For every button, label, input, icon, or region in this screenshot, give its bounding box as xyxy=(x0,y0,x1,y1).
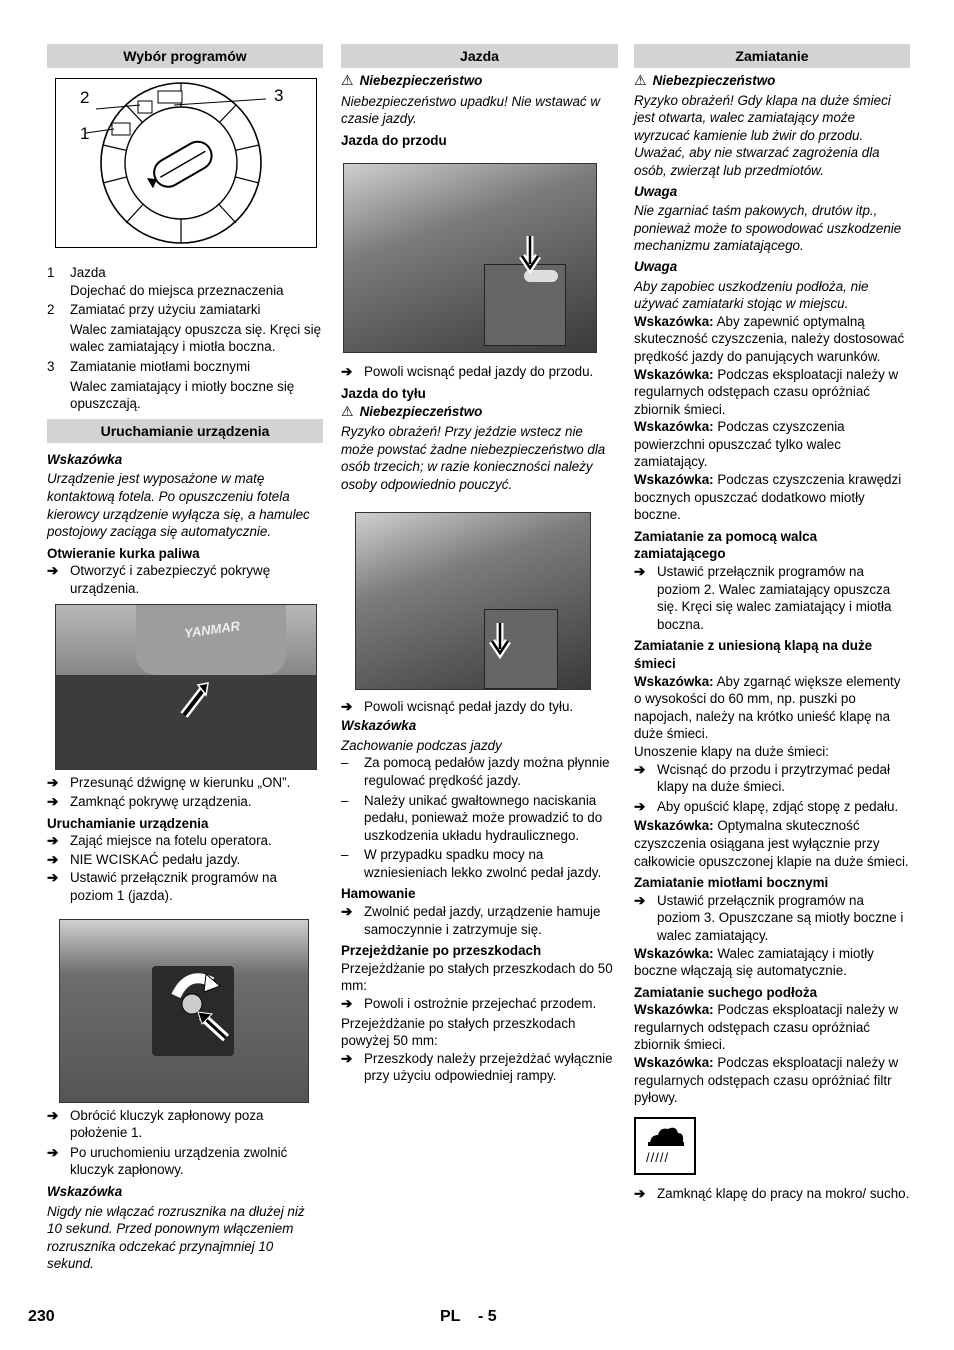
subheading-start: Uruchamianie urządzenia xyxy=(47,815,209,831)
note-label: Wskazówka xyxy=(341,718,417,734)
list-item: 1 Jazda xyxy=(47,265,106,280)
section-header-sweeping: Zamiatanie xyxy=(634,44,910,68)
list-item: 2 Zamiatać przy użyciu zamiatarki xyxy=(47,302,261,318)
danger-text: Ryzyko obrażeń! Przy jeździe wstecz nie może powstać żadne niebezpieczeństwo dla osób trzecich; w razie konieczności należy osoby odpowiednio pouczyć. xyxy=(341,424,606,492)
arrow-icon xyxy=(356,513,590,689)
subheading-fuel: Otwieranie kurka paliwa xyxy=(47,545,200,561)
wet-dry-flap-icon xyxy=(634,1117,696,1175)
note-text: Nigdy nie włączać rozrusznika na dłużej niż 10 sekund. Przed ponownym włączeniem rozrusznika odczekać przynajmniej 10 sekund. xyxy=(47,1203,305,1272)
arrow-icon: ➔ xyxy=(47,774,59,790)
danger-heading: ⚠ Niebezpieczeństwo xyxy=(341,402,483,419)
list-item: – W przypadku spadku mocy na wzniesieniach lekko zwolnć pedał jazdy. xyxy=(341,847,602,880)
step-item: ➔ Zwolnić pedał jazdy, urządzenie hamuje samoczynnie i zatrzymuje się. xyxy=(341,904,601,937)
obstacles-text: Przejeżdżanie po stałych przeszkodach do 50 mm: xyxy=(341,960,613,994)
arrow-icon: ➔ xyxy=(341,904,353,920)
reverse-pedal-photo xyxy=(355,512,591,690)
step-item: ➔ Zamknąć klapę do pracy na mokro/ sucho. xyxy=(634,1185,910,1201)
dial-label-2: 2 xyxy=(80,88,90,107)
yanmar-logo: YANMAR xyxy=(183,617,241,641)
hint-paragraph: Wskazówka: Podczas eksploatacji należy w regularnych odstępach czasu opróżniać zbiornik śmieci. xyxy=(634,366,899,417)
subheading-braking: Hamowanie xyxy=(341,886,416,902)
column-2 xyxy=(341,44,618,1085)
step-item: ➔ Powoli wcisnąć pedał jazdy do tyłu. xyxy=(341,698,574,714)
step-item: ➔ Ustawić przełącznik programów na poziom 1 (jazda). xyxy=(47,870,277,904)
danger-text: Ryzyko obrażeń! Gdy klapa na duże śmieci jest otwarta, walec zamiatający może wyrzucać kamienie lub żwir do przodu. Uważać, aby nie stwarzać zagrożenia dla osób, zwierząt lub przedmiotów. xyxy=(634,92,891,178)
step-item: ➔ Powoli wcisnąć pedał jazdy do przodu. xyxy=(341,364,594,380)
arrow-icon: ➔ xyxy=(634,761,646,777)
danger-heading: ⚠ Niebezpieczeństwo xyxy=(341,72,483,88)
arrow-icon: ➔ xyxy=(47,794,59,810)
subheading-forward: Jazda do przodu xyxy=(341,132,447,148)
warning-triangle-icon: ⚠ xyxy=(341,402,354,419)
obstacles-text: Przejeżdżanie po stałych przeszkodach powyżej 50 mm: xyxy=(341,1015,576,1049)
arrow-icon: ➔ xyxy=(47,851,59,867)
hint-paragraph: Wskazówka: Optymalna skuteczność czyszczenia osiągana jest wyłącznie przy całkowicie opuszczonej klapie na duże śmieci. xyxy=(634,818,909,869)
arrow-icon: ➔ xyxy=(47,563,59,579)
column-1 xyxy=(47,44,323,1273)
hint-paragraph: Wskazówka: Podczas czyszczenia powierzchni opuszczać tylko walec zamiatający. xyxy=(634,419,845,470)
hint-paragraph: Wskazówka: Aby zapewnić optymalną skuteczność czyszczenia, należy dostosować prędkość jazdy do panujących warunków. xyxy=(634,313,905,364)
arrow-icon: ➔ xyxy=(341,698,353,714)
step-item: ➔ Aby opuścić klapę, zdjąć stopę z pedału. xyxy=(634,798,899,814)
hint-paragraph: Wskazówka: Podczas eksploatacji należy w regularnych odstępach czasu opróżniać zbiornik śmieci. xyxy=(634,1002,899,1053)
caution-label: Uwaga xyxy=(634,183,678,199)
step-item: ➔ Przeszkody należy przejeżdżać wyłącznie przy użyciu odpowiedniej rampy. xyxy=(341,1050,613,1084)
dial-label-1: 1 xyxy=(80,124,90,143)
warning-triangle-icon: ⚠ xyxy=(341,72,354,88)
step-item: ➔ Po uruchomieniu urządzenia zwolnić kluczyk zapłonowy. xyxy=(47,1144,288,1178)
arrow-icon: ➔ xyxy=(47,1144,59,1160)
arrow-icon: ➔ xyxy=(341,364,353,380)
list-item-desc: Dojechać do miejsca przeznaczenia xyxy=(70,282,284,298)
step-item: ➔ Otworzyć i zabezpieczyć pokrywę urządzenia. xyxy=(47,563,271,596)
caution-text: Aby zapobiec uszkodzeniu podłoża, nie używać zamiatarki stojąc w miejscu. xyxy=(634,278,869,312)
list-item-desc: Walec zamiatający opuszcza się. Kręci się walec zamiatający i miotła boczna. xyxy=(70,321,322,355)
subheading-roller: Zamiatanie za pomocą walca zamiatającego xyxy=(634,528,818,562)
arrow-icon xyxy=(56,605,316,769)
list-item-desc: Walec zamiatający i miotły boczne się opuszczają. xyxy=(70,378,295,412)
subheading-side-brooms: Zamiatanie miotłami bocznymi xyxy=(634,875,829,891)
program-list xyxy=(47,264,323,413)
list-item: 3 Zamiatanie miotłami bocznymi xyxy=(47,358,251,374)
caution-label: Uwaga xyxy=(634,258,678,274)
note-text: Urządzenie jest wyposażone w matę kontaktową fotela. Po opuszczeniu fotela kierowcy urządzenie wyłącza się, a hamulec postojowy zaciąga się automatycznie. xyxy=(47,471,310,540)
language-code: PL xyxy=(440,1308,461,1325)
rain-lines: ///// xyxy=(646,1149,670,1165)
arrow-icon xyxy=(344,164,596,352)
warning-triangle-icon: ⚠ xyxy=(634,72,647,88)
ignition-photo xyxy=(59,919,309,1103)
engine-photo xyxy=(55,604,317,770)
arrow-icon: ➔ xyxy=(634,798,646,814)
step-item: ➔ Obrócić kluczyk zapłonowy poza położenie 1. xyxy=(47,1107,264,1141)
step-item: ➔ NIE WCISKAĆ pedału jazdy. xyxy=(47,851,241,867)
step-item: ➔ Zamknąć pokrywę urządzenia. xyxy=(47,794,252,810)
arrow-icon: ➔ xyxy=(634,892,646,908)
caution-text: Nie zgarniać taśm pakowych, drutów itp., ponieważ może to spowodować uszkodzenie mechanizmu zamiatającego. xyxy=(634,203,902,254)
step-item: ➔ Zająć miejsce na fotelu operatora. xyxy=(47,833,272,849)
note-label: Wskazówka xyxy=(47,451,123,467)
dial-label-3: 3 xyxy=(274,86,284,105)
step-item: ➔ Powoli i ostrożnie przejechać przodem. xyxy=(341,996,597,1012)
step-item: ➔ Ustawić przełącznik programów na poziom 2. Walec zamiatający opuszcza się. Kręci się walec zamiatający i miotła boczna. xyxy=(634,564,892,632)
list-item: – Za pomocą pedałów jazdy można płynnie regulować prędkość jazdy. xyxy=(341,755,610,788)
flap-lift-text: Unoszenie klapy na duże śmieci: xyxy=(634,743,830,759)
section-header-start: Uruchamianie urządzenia xyxy=(47,419,323,443)
danger-text: Niebezpieczeństwo upadku! Nie wstawać w czasie jazdy. xyxy=(341,93,601,127)
hint-paragraph: Wskazówka: Aby zgarnąć większe elementy o wysokości do 60 mm, np. puszki po napojach, należy na krótko unieść klapę na duże śmieci. xyxy=(634,673,901,742)
subheading-dry: Zamiatanie suchego podłoża xyxy=(634,984,818,1000)
arrow-icon: ➔ xyxy=(47,1107,59,1123)
program-dial-figure xyxy=(55,78,317,248)
step-item: ➔ Przesunąć dźwignę w kierunku „ON”. xyxy=(47,774,291,790)
arrow-icon: ➔ xyxy=(47,833,59,849)
note-label: Wskazówka xyxy=(47,1184,123,1200)
hint-paragraph: Wskazówka: Walec zamiatający i miotły boczne włączają się automatycznie. xyxy=(634,945,874,979)
subheading-obstacles: Przejeżdżanie po przeszkodach xyxy=(341,943,542,959)
subheading-reverse: Jazda do tyłu xyxy=(341,385,426,401)
subheading-flap: Zamiatanie z uniesioną klapą na duże śmieci xyxy=(634,638,873,671)
hint-paragraph: Wskazówka: Podczas czyszczenia krawędzi bocznych opuszczać dodatkowo miotły boczne. xyxy=(634,472,902,523)
arrow-icon: ➔ xyxy=(47,870,59,886)
list-item: – Należy unikać gwałtownego naciskania pedału, ponieważ może prowadzić to do uszkodzenia układu hydraulicznego. xyxy=(341,792,603,843)
arrow-icon: ➔ xyxy=(341,996,353,1012)
arrow-icon: ➔ xyxy=(341,1050,353,1066)
column-3 xyxy=(634,44,910,1202)
step-item: ➔ Ustawić przełącznik programów na poziom 3. Opuszczane są miotły boczne i walec zamiatający. xyxy=(634,892,904,943)
page-sub: - 5 xyxy=(478,1308,497,1325)
step-item: ➔ Wcisnąć do przodu i przytrzymać pedał klapy na duże śmieci. xyxy=(634,761,890,795)
arrow-icon: ➔ xyxy=(634,564,646,580)
ignition-arrows xyxy=(60,920,308,1102)
note-sub: Zachowanie podczas jazdy xyxy=(341,737,502,753)
danger-heading: ⚠ Niebezpieczeństwo xyxy=(634,72,776,88)
hint-paragraph: Wskazówka: Podczas eksploatacji należy w regularnych odstępach czasu opróżniać filtr pyłowy. xyxy=(634,1055,899,1106)
arrow-icon: ➔ xyxy=(634,1185,646,1201)
forward-pedal-photo xyxy=(343,163,597,353)
section-header-programs: Wybór programów xyxy=(47,44,323,68)
section-header-driving: Jazda xyxy=(341,44,618,68)
page-number: 230 xyxy=(28,1308,55,1325)
